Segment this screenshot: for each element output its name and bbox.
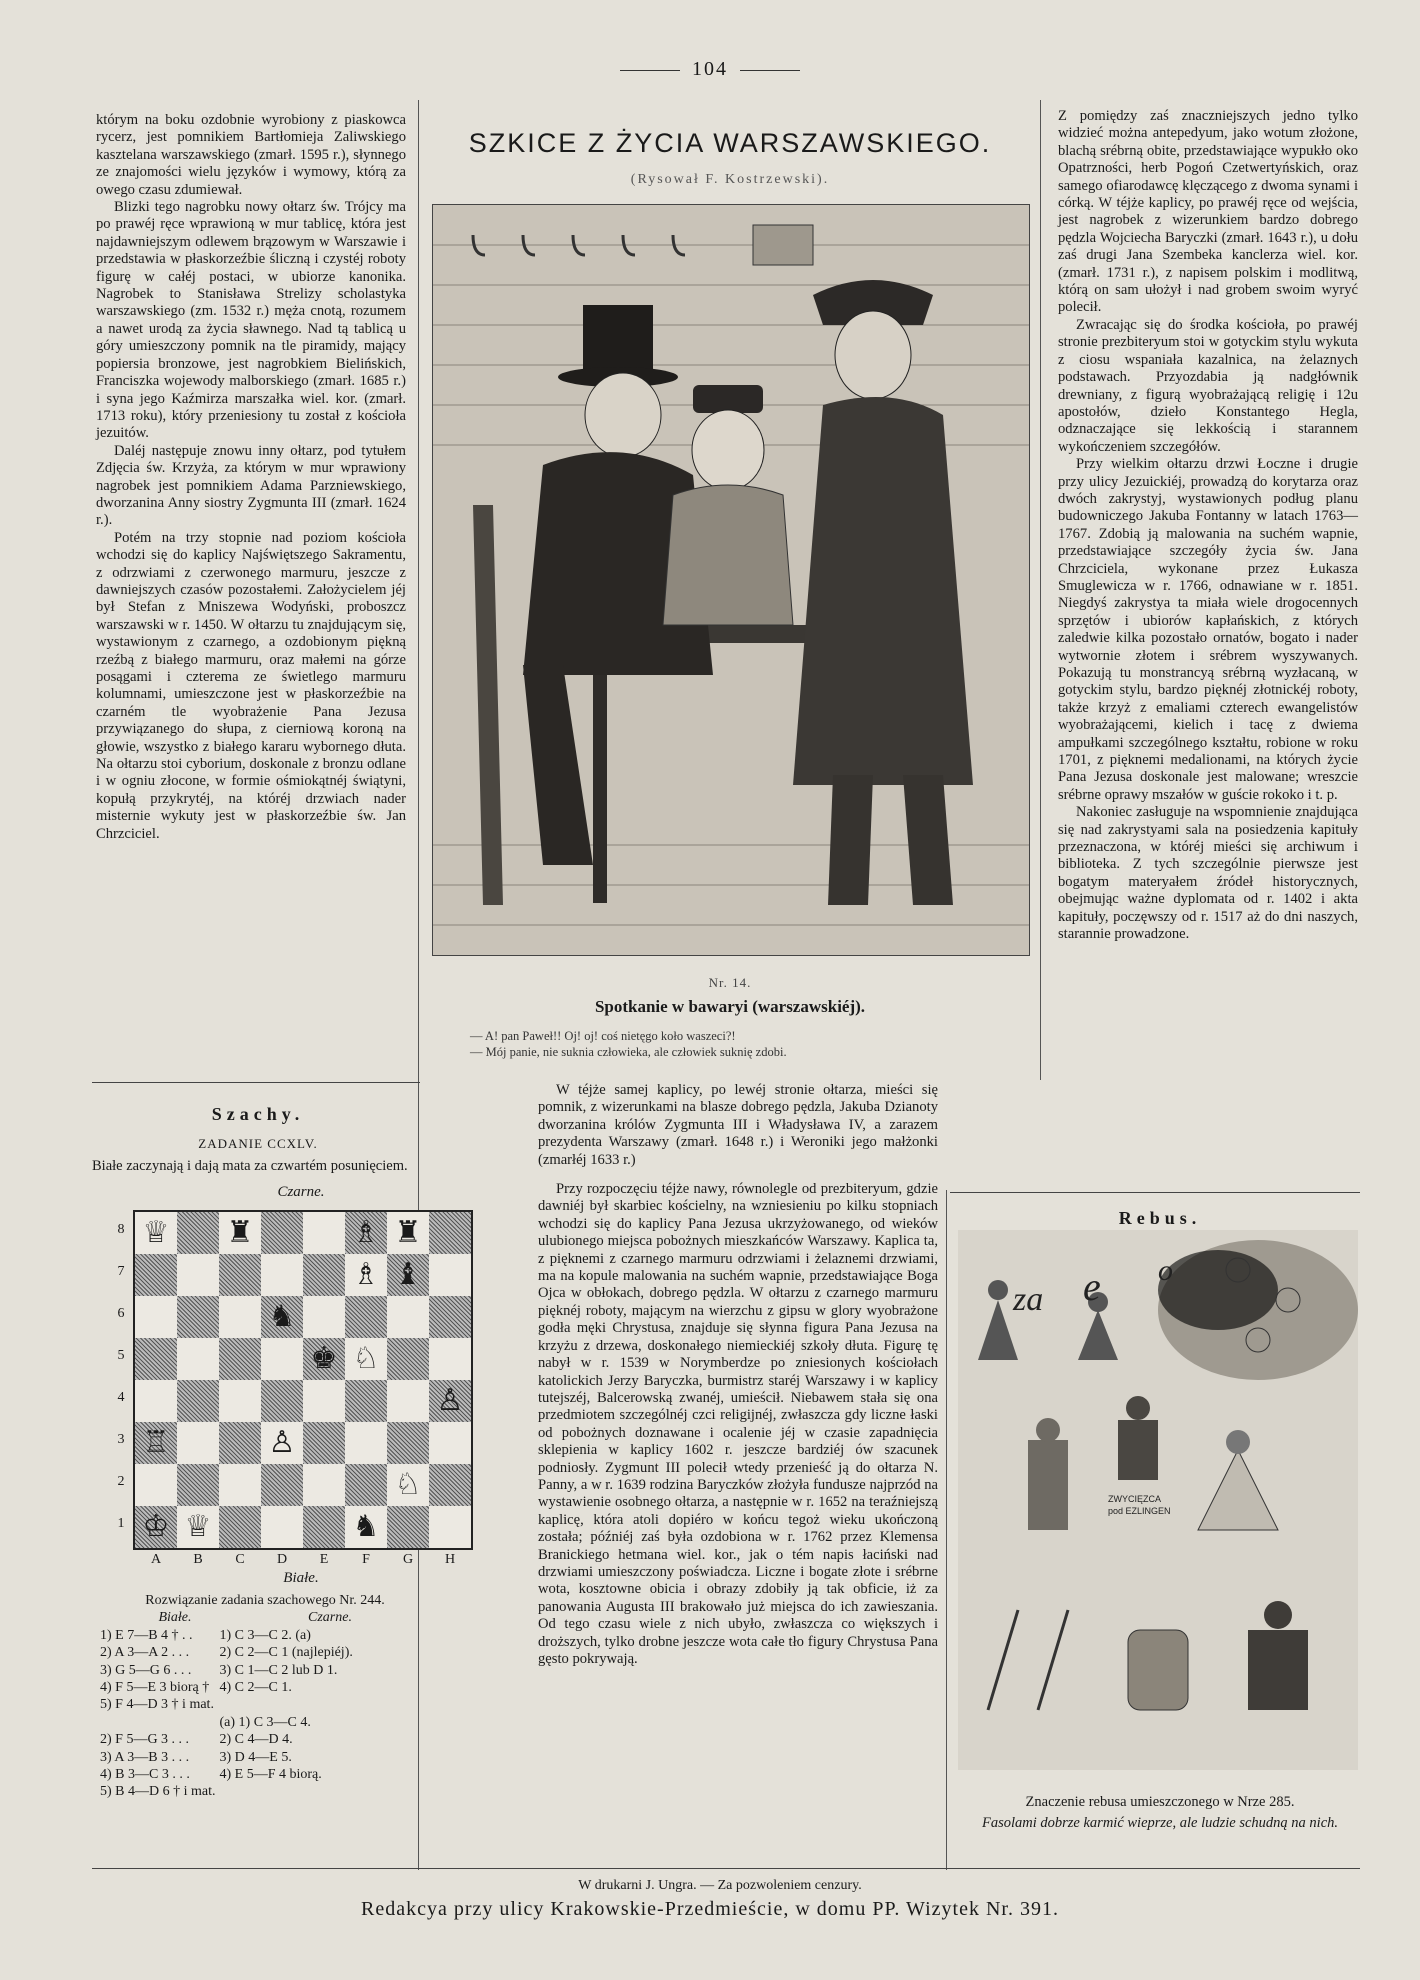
chess-square <box>345 1380 387 1422</box>
rank-label: 1 <box>117 1516 125 1531</box>
illustration-credit: (Rysował F. Kostrzewski). <box>630 172 830 187</box>
illustration-title: SZKICE Z ŻYCIA WARSZAWSKIEGO. <box>468 128 992 158</box>
chess-piece-square: ♙ <box>429 1380 471 1422</box>
chess-piece-square: ♞ <box>261 1296 303 1338</box>
rebus-solution-text: Fasolami dobrze karmić wieprze, ale ludzie schudną na nich. <box>981 1815 1338 1831</box>
black-move: 4) E 5—F 4 biorą. <box>219 1767 322 1783</box>
rebus-solution-title: Znaczenie rebusa umieszczonego w Nrze 285. <box>1025 1794 1295 1810</box>
paragraph: Przy rozpoczęciu téjże nawy, równolegle od prezbiteryum, gdzie dawniéj był skarbiec kościelny, na wzniesieniu po kilku stopniach wchodzi się do kaplicy Pana Jezusa ukrzyżowanego, od wieków ulubionego miejsca pobożnych mieszkańców Warszawy. Kaplica ta, z pięknemi z czarnego marmuru odrzwiami i żelaznemi drzwiami, ma na kopule malowania na suchém wapnie, przedstawiające Boga Ojca w obłokach, dobrego pędzla. W ołtarzu z czarnego marmuru pięknéj roboty, mającym na wierzchu z gipsu w glory wyobrażone godła męki Chrystusa, znajduje się słynna figura Pana Jezusa na krzyżu z drzewa, doskonałego niemieckiéj szkoły dłuta. Figurę tę nabył w r. 1539 w Norymberdze po zniesionych kościołach katolickich Jerzy Baryczka, burmistrz staréj Warszawy i w kaplicy tutejszéj, Balcerowską zwanéj, umieścił. Niebawem stała się ona przedmiotem szczególnéj czci religijnéj, zwłaszcza gdy liczne łaski od pobożnych doznawane i ocalenie jéj w czasie zapadnięcia sklepienia w kaplicy 1602 r. jeszcze bardziéj ów szacunek podniosły. Zygmunt III polecił wtedy przenieść ją do ołtarza N. Panny, a w r. 1639 rodzina Baryczków złożyła fundusze najprzód na wystawienie osobnego ołtarza, a następnie w r. 1652 na teraźniejszą kaplicę, która atoli dopiéro w końcu tegoż wieku ukończoną została; późniéj zaś była ozdobiona w r. 1762 przez Klemensa Branickiego hetmana wiel. kor., jak o tém napis łaciński nad drzwiami umieszczony poświadcza. Liczne i bogate złote i srébrne wota, kosztowne obicia i obrazy zdobiły ją tak obficie, iż za panowania Augusta III brakowało już miejsca do ich zawieszania. Od tego czasu wiele z nich ubyło, zwłaszcza co większych i droższych, tylko drobne jeszcze wota całe tło figury Chrystusa Pana gęsto pokrywają. <box>538 1181 938 1667</box>
white-move: 1) E 7—B 4 † . . <box>100 1627 193 1643</box>
rank-label: 4 <box>117 1390 125 1405</box>
white-move: 4) B 3—C 3 . . . <box>100 1767 190 1783</box>
solution-row <box>100 1749 357 1766</box>
rebus-sign-text: pod EZLINGEN <box>1108 1506 1171 1516</box>
solution-row <box>100 1696 357 1713</box>
illustration-dialogue <box>470 1028 1030 1060</box>
chess-piece-square: ♔ <box>135 1506 177 1548</box>
rank-label: 5 <box>117 1348 125 1363</box>
chess-problem-number: ZADANIE CCXLV. <box>198 1136 318 1151</box>
rebus-illustration <box>958 1230 1358 1770</box>
black-move: (a) 1) C 3—C 4. <box>219 1714 311 1730</box>
rebus-image <box>958 1230 1358 1770</box>
section-divider <box>92 1082 420 1083</box>
white-move: 2) F 5—G 3 . . . <box>100 1732 190 1748</box>
chess-square <box>387 1338 429 1380</box>
dialogue-line: — A! pan Paweł!! Oj! oj! coś nietęgo koło waszeci?! <box>470 1029 736 1043</box>
chess-square <box>261 1464 303 1506</box>
chess-piece-square: ♝ <box>387 1254 429 1296</box>
chess-square <box>387 1296 429 1338</box>
chess-white-label: Białe. <box>283 1570 319 1586</box>
chess-square <box>177 1464 219 1506</box>
chess-square <box>261 1254 303 1296</box>
dialogue-line: — Mój panie, nie suknia człowieka, ale człowiek suknię zdobi. <box>470 1045 787 1059</box>
black-move: 4) C 2—C 1. <box>219 1680 292 1696</box>
chess-square <box>135 1464 177 1506</box>
chess-square <box>387 1422 429 1464</box>
rebus-heading: Rebus. <box>1118 1208 1202 1228</box>
rank-label: 7 <box>117 1264 125 1279</box>
solution-row <box>100 1783 357 1800</box>
chess-square <box>219 1254 261 1296</box>
chess-instruction: Białe zaczynają i dają mata za czwartém posunięciem. <box>92 1158 408 1174</box>
black-move <box>220 1783 357 1800</box>
paragraph: Zwracając się do środka kościoła, po prawéj stronie prezbiteryum stoi w gotyckim stylu wykuta z ciosu wspaniała kazalnica, na żelaznych podstawach. Przyozdabia ją nadgłównik drewniany, z figurą wyobrażającą religię i 12u apostołów, dzieło Konstantego Hegla, odznaczające się lekkością i starannem wykończeniem szczegółów. <box>1058 316 1358 455</box>
chess-square <box>429 1338 471 1380</box>
column-divider <box>946 1190 947 1870</box>
black-move: 2) C 4—D 4. <box>219 1732 293 1748</box>
printer-note: W drukarni J. Ungra. — Za pozwoleniem cenzury. <box>578 1878 862 1893</box>
chess-square <box>303 1380 345 1422</box>
black-move: 3) C 1—C 2 lub D 1. <box>219 1662 338 1678</box>
white-move <box>100 1714 220 1731</box>
rebus-sign-text: ZWYCIĘZCA <box>1108 1494 1161 1504</box>
solution-row <box>100 1662 357 1679</box>
chess-solution <box>100 1592 430 1801</box>
white-move: 4) F 5—E 3 biorą † <box>100 1680 210 1696</box>
chess-square <box>177 1422 219 1464</box>
chess-piece-square: ♘ <box>345 1338 387 1380</box>
paragraph: Z pomiędzy zaś znaczniejszych jedno tylko widzieć można antepedyum, jako wotum złożone, blachą srébrną obite, przedstawiające wypukło oko Opatrzności, herb Pogoń Czetwertyńskich, oraz samego ofiarodawcę klęczącego z dwoma synami i córką. W téjże kaplicy, po prawéj ręce od wejścia, jest nagrobek z wizerunkiem bardzo dobrego pędzla Wojciecha Baryczki (zmarł. 1643 r.), u dołu zaś drugi Jana Szembeka kanclerza wiel. kor. (zmarł. 1731 r.), z napisem polskim i modlitwą, którą on sam ułożył i nad grobem swoim wyryć polecił. <box>1058 108 1358 316</box>
chess-piece-square: ♚ <box>303 1338 345 1380</box>
solution-white-label: Białe. <box>158 1610 192 1626</box>
tavern-scene-image <box>433 205 1029 955</box>
chess-square <box>219 1506 261 1548</box>
chess-piece-square: ♜ <box>219 1212 261 1254</box>
chess-square <box>303 1296 345 1338</box>
chess-piece-square: ♕ <box>135 1212 177 1254</box>
chess-square <box>219 1422 261 1464</box>
chess-square <box>303 1506 345 1548</box>
chess-piece-square: ♕ <box>177 1506 219 1548</box>
chess-square <box>429 1212 471 1254</box>
rank-label: 6 <box>117 1306 125 1321</box>
black-move <box>220 1696 357 1713</box>
chess-square <box>387 1506 429 1548</box>
chess-square <box>345 1464 387 1506</box>
paragraph: Nakoniec zasługuje na wspomnienie znajdująca się nad zakrystyami sala na posiedzenia kapituły przeznaczona, w któréj mieści się archiwum i biblioteka. Z tych szczególnie pierwsze jest bogatym materyałem źródeł historycznych, obejmując ważne dyplomata od r. 1402 i akta kapituły, poczęwszy od r. 1517 aż do dni naszych, starannie prowadzone. <box>1058 804 1358 943</box>
paragraph: W téjże samej kaplicy, po lewéj stronie ołtarza, mieści się pomnik, z wizerunkami na blasze dobrego pędzla, Jakuba Dzianoty dworzanina królów Zygmunta III i Władysława IV, a zarazem prezydenta Warszawy (zmarł. 1648 r.) i Weroniki jego małżonki (zmarłéj 1633 r.) <box>538 1082 938 1168</box>
page-number: 104 <box>0 58 1420 81</box>
chess-square <box>429 1254 471 1296</box>
chess-square <box>219 1380 261 1422</box>
paragraph: Potém na trzy stopnie nad poziom kościoła wchodzi się do kaplicy Najświętszego Sakramentu, z odrzwiami z czerwonego marmuru, jeszcze z dawniejszych czasów pozostałemi. Założycielem jéj był Stefan z Mniszewa Wodyński, proboszcz warszawski w r. 1450. W ołtarzu tu znajdującym się, wystawionym z czarnego, a ozdobionym piękną rzeźbą z białego marmuru, oraz małemi na górze posągami i czterema ze świetlego marmuru kolumnami, umieszczone jest w płaskorzeźbie na czarném tle wyobrażenie Pana Jezusa przywiązanego do słupa, z cierniową koroną na głowie, wszystko z białego kararu wybornego dłuta. Na ołtarzu stoi cyborium, doskonale z bronzu odlane i w ogniu złocone, w formie ośmiokątnéj świątyni, kopułą przykrytéj, na któréj drzwiach nader misternie wykuty jest w płaskorzeźbie św. Jan Chrzciciel. <box>96 529 406 842</box>
solution-row <box>100 1714 357 1731</box>
chess-square <box>429 1464 471 1506</box>
section-divider <box>950 1192 1360 1193</box>
chess-square <box>219 1338 261 1380</box>
chess-piece-square: ♖ <box>135 1422 177 1464</box>
chess-square <box>303 1212 345 1254</box>
rebus-letter: e <box>1083 1264 1101 1309</box>
chess-square <box>135 1338 177 1380</box>
chess-square <box>177 1338 219 1380</box>
chess-square <box>261 1506 303 1548</box>
solution-row <box>100 1731 357 1748</box>
chess-piece-square: ♙ <box>261 1422 303 1464</box>
white-move: 2) A 3—A 2 . . . <box>100 1645 190 1661</box>
paragraph: którym na boku ozdobnie wyrobiony z piaskowca rycerz, jest pomnikiem Bartłomieja Zaliwskiego kasztelana warszawskiego (zmarł. 1595 r.), słynnego ze znajomości wielu języków i wymowy, którą za owego czasu zdumiewał. <box>96 112 406 198</box>
black-move: 1) C 3—C 2. (a) <box>219 1627 311 1643</box>
chess-square <box>387 1380 429 1422</box>
rebus-letter: za <box>1013 1281 1044 1318</box>
white-move: 3) G 5—G 6 . . . <box>100 1662 192 1678</box>
chess-square <box>135 1380 177 1422</box>
paragraph: Przy wielkim ołtarzu drzwi Łoczne i drugie przy ulicy Jezuickiéj, prowadzą do korytarza oraz dwóch zakrystyj, wystawionych podług planu budowniczego Jakuba Fontanny w latach 1763—1767. Zdobią ją malowania na suchém wapnie, przedstawiające szczegóły życia św. Jana Chrzciciela, wykonane przez Łukasza Smuglewicza w r. 1766, odnawiane w r. 1851. Niegdyś zakrystya ta miała wiele drogocennych sprzętów i ubiorów kapłańskich, z których zaledwie kilka pozostało ornatów, bogato i nader wytwornie złotem i srébrem wyszywanych. Pokazują tu monstrancyą srébrną wyzłacaną, w gotyckim stylu, bardzo pięknéj złotnickéj roboty, także krzyż z emaliami czterech ewangelistów wyobrażającemi, kielich i tacę z dwiema ampułkami szczególnego kształtu, robione w roku 1701, z pięknemi medalionami, na których życie Pana Jezusa doskonale jest malowane; wreszcie srébrne oprawy mszałów w guście rokoko i t. p. <box>1058 456 1358 803</box>
chess-board <box>133 1210 473 1550</box>
solution-title: Rozwiązanie zadania szachowego Nr. 244. <box>145 1593 385 1608</box>
left-column <box>96 112 406 843</box>
file-label: G <box>402 1552 414 1567</box>
illustration-caption: Spotkanie w bawaryi (warszawskiéj). <box>594 997 866 1016</box>
solution-row <box>100 1644 357 1661</box>
chess-square <box>219 1296 261 1338</box>
chess-square <box>261 1380 303 1422</box>
file-label: H <box>444 1552 456 1567</box>
section-divider <box>92 1868 1360 1869</box>
chess-square <box>219 1464 261 1506</box>
solution-black-label: Czarne. <box>308 1610 352 1626</box>
solution-row <box>100 1766 357 1783</box>
chess-piece-square: ♘ <box>387 1464 429 1506</box>
engraving-illustration <box>432 204 1030 956</box>
solution-headers <box>100 1609 430 1626</box>
chess-piece-square: ♜ <box>387 1212 429 1254</box>
file-label: E <box>319 1552 329 1567</box>
file-label: D <box>276 1552 288 1567</box>
chess-square <box>177 1254 219 1296</box>
paragraph: Blizki tego nagrobku nowy ołtarz św. Trójcy ma po prawéj ręce wprawioną w mur tablicę, która jest najdawniejszym odlewem brązowym w Warszawie i przedstawia w płaskorzeźbie śliczną i czystéj roboty figurę w całéj postaci, w ubiorze kanonika. Nagrobek to Stanisława Strelizy scholastyka warszawskiego (zm. 1532 r.) męża cnotą, rozumem a nawet urodą za życia sławnego. Nad tą tablicą u góry umieszczony pomnik na tle piramidy, mający popiersia bronzowe, jest nagrobkiem Bielińskich, Franciszka wojewody malborskiego (zmarł. 1685 r.) i syna jego Kaźmirza marszałka wiel. kor. (zmarł. 1713 roku), który przeniesiony tu został z kościoła jezuitów. <box>96 199 406 442</box>
chess-square <box>177 1212 219 1254</box>
chess-square <box>135 1254 177 1296</box>
solution-table <box>100 1627 357 1801</box>
file-label: C <box>235 1552 245 1567</box>
solution-row <box>100 1627 357 1644</box>
file-label: A <box>150 1552 162 1567</box>
chess-square <box>303 1422 345 1464</box>
chess-square <box>345 1296 387 1338</box>
rank-label: 8 <box>117 1222 125 1237</box>
chess-heading: Szachy. <box>211 1104 305 1124</box>
solution-row <box>100 1679 357 1696</box>
rank-label: 2 <box>117 1474 125 1489</box>
file-label: B <box>193 1552 203 1567</box>
column-divider <box>1040 100 1041 1080</box>
chess-piece-square: ♗ <box>345 1254 387 1296</box>
paragraph: Daléj następuje znowu inny ołtarz, pod tytułem Zdjęcia św. Krzyża, za którym w mur wprawiony nagrobek jest pomnikiem Adama Parzniewskiego, dworzanina Anny siostry Zygmunta III (zmarł. 1624 r.). <box>96 442 406 529</box>
illustration-number: Nr. 14. <box>708 975 752 990</box>
black-move: 2) C 2—C 1 (najlepiéj). <box>219 1645 353 1661</box>
chess-square <box>345 1422 387 1464</box>
black-move: 3) D 4—E 5. <box>219 1749 292 1765</box>
chess-square <box>303 1464 345 1506</box>
chess-square <box>429 1422 471 1464</box>
chess-black-label: Czarne. <box>277 1184 325 1200</box>
chess-square <box>177 1296 219 1338</box>
right-column <box>1058 108 1358 944</box>
white-move: 3) A 3—B 3 . . . <box>100 1749 190 1765</box>
file-label: F <box>362 1552 370 1567</box>
rebus-letter: o <box>1158 1254 1173 1287</box>
chess-square <box>429 1506 471 1548</box>
white-move: 5) B 4—D 6 † i mat. <box>100 1784 216 1800</box>
chess-square <box>261 1338 303 1380</box>
chess-square <box>303 1254 345 1296</box>
rank-label: 3 <box>117 1432 125 1447</box>
white-move: 5) F 4—D 3 † i mat. <box>100 1697 214 1713</box>
chess-piece-square: ♗ <box>345 1212 387 1254</box>
chess-piece-square: ♞ <box>345 1506 387 1548</box>
chess-square <box>261 1212 303 1254</box>
chess-square <box>177 1380 219 1422</box>
editorial-address: Redakcya przy ulicy Krakowskie-Przedmieście, w domu PP. Wizytek Nr. 391. <box>361 1898 1059 1920</box>
middle-column <box>538 1082 938 1668</box>
chess-square <box>429 1296 471 1338</box>
chess-square <box>135 1296 177 1338</box>
